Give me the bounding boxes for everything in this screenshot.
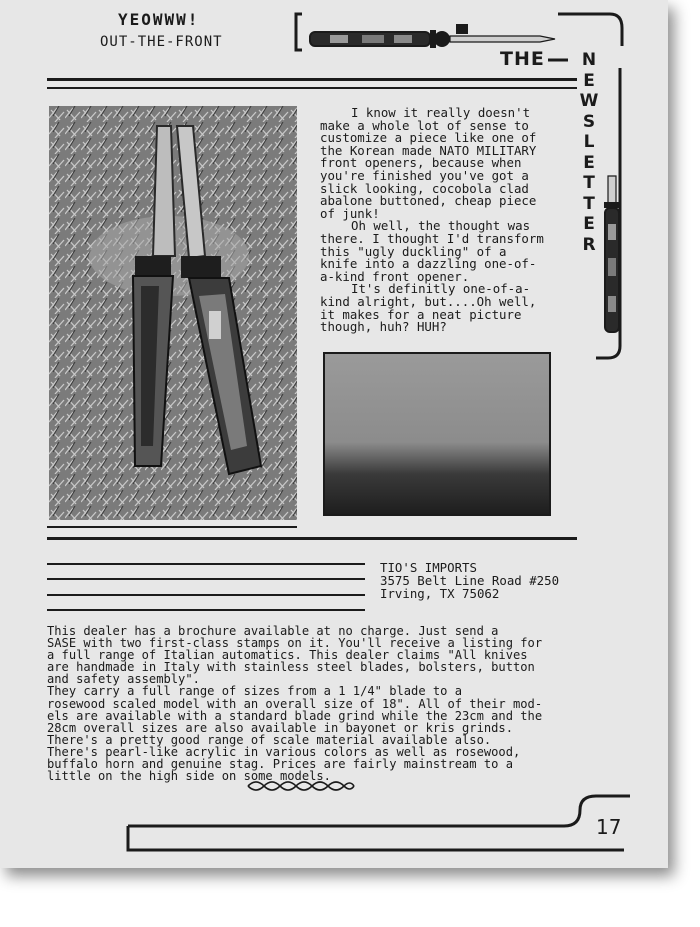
masthead-letter: T — [583, 173, 595, 193]
masthead-letter: W — [579, 91, 599, 111]
dealer-review — [47, 625, 587, 782]
masthead-letter: T — [583, 193, 595, 214]
section-rule-thick — [47, 537, 577, 540]
address-rule — [47, 609, 365, 611]
masthead-letter: E — [583, 70, 595, 91]
review-paragraph: This dealer has a brochure available at no charge. Just send a SASE with two first-class stamps on it. You'll receive a listing for a full range of Italian automatics. This dealer claims "All knives are handmade in Italy with stainless steel blades, bolsters, button and safety assembly". — [47, 624, 543, 687]
article-story — [320, 107, 580, 334]
dealer-address — [380, 562, 559, 600]
review-paragraph: There's a pretty good range of scale material available also. There's pearl-like acrylic in various colors as well as rosewood, buffalo horn and genuine stag. Prices are fairly mainstream to a little on the high side on some models. — [47, 732, 521, 784]
page-number: 17 — [596, 815, 622, 839]
masthead-letter: N — [581, 50, 597, 70]
masthead-vertical-newsletter — [578, 50, 600, 255]
knives-photo — [49, 106, 297, 520]
masthead-letter: R — [582, 234, 596, 255]
address-rule — [47, 563, 365, 565]
address-rule — [47, 594, 365, 596]
article-title: YEOWWW! — [118, 10, 200, 29]
dealer-name: TIO'S IMPORTS — [380, 560, 477, 575]
masthead-the: THE — [500, 48, 545, 70]
masthead-letter: L — [583, 132, 595, 152]
story-paragraph: It's definitly one-of-a- kind alright, but....Oh well, it makes for a neat picture though, huh? HUH? — [320, 281, 537, 335]
masthead-letter: E — [583, 214, 595, 234]
two-switchblade-knives-photo-icon — [49, 106, 297, 520]
address-rule — [47, 578, 365, 580]
header-rule — [47, 78, 577, 81]
header-rule-thin — [47, 87, 577, 89]
dealer-city: Irving, TX 75062 — [380, 585, 500, 601]
story-paragraph: I know it really doesn't make a whole lot of sense to customize a piece like one of the Korean made NATO MILITARY front openers, because when you're finished you've got a slick looking, cocobola clad abalone buttoned, cheap piece of junk! — [320, 105, 537, 221]
review-paragraph: They carry a full range of sizes from a 1 1/4" blade to a rosewood scaled model with an overall size of 18". All of their mod- els are available with a standard blade grind while the 23cm and the 28cm overall sizes are also available in bayonet or kris grinds. — [47, 684, 543, 735]
dealer-street: 3575 Belt Line Road #250 — [380, 572, 560, 588]
article-subtitle: OUT-THE-FRONT — [100, 34, 223, 50]
footer-frame — [124, 790, 644, 860]
section-rule — [47, 526, 297, 528]
story-paragraph: Oh well, the thought was there. I thought I'd transform this "ugly duckling" of a knife into a dazzling one-of- a-kind front opener. — [320, 218, 544, 284]
masthead-letter: E — [583, 152, 595, 173]
masthead-letter: S — [582, 111, 596, 132]
inset-photo — [323, 352, 551, 516]
